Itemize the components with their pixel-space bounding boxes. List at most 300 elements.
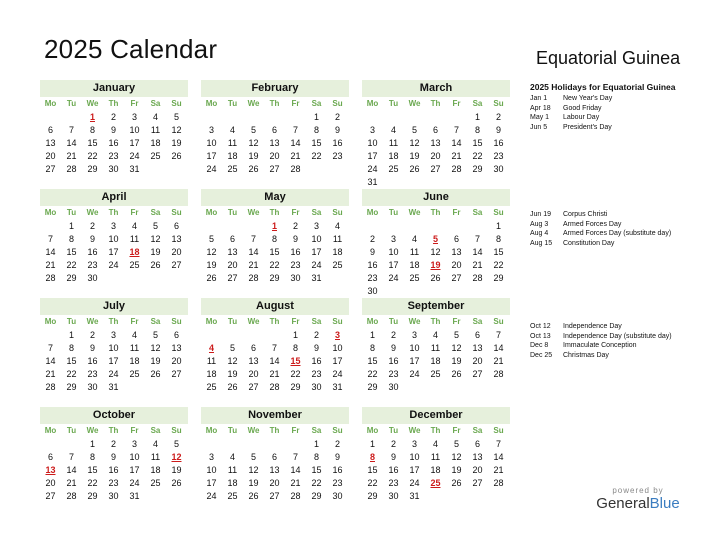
day-cell: 11 <box>129 343 140 353</box>
empty-cell <box>446 111 467 124</box>
day-cell: 5 <box>453 330 459 340</box>
page-title: 2025 Calendar <box>44 34 218 64</box>
day-cell: 12 <box>248 465 259 475</box>
day-cell: 23 <box>493 151 504 161</box>
day-cell: 12 <box>451 452 462 462</box>
day-cell: 16 <box>493 138 504 148</box>
holiday-date: Oct 12 <box>530 323 551 330</box>
day-cell: 15 <box>87 465 98 475</box>
holiday-name: Good Friday <box>563 104 602 112</box>
day-cell: 23 <box>332 478 343 488</box>
day-cell: 29 <box>269 273 280 283</box>
weekday-label: Sa <box>311 317 322 326</box>
month-june <box>362 189 510 298</box>
day-cell: 2 <box>89 221 95 231</box>
day-cell: 27 <box>451 273 462 283</box>
weekday-label: Th <box>108 426 119 435</box>
day-cell: 27 <box>171 260 182 270</box>
empty-cell <box>40 329 61 342</box>
day-cell: 18 <box>409 260 420 270</box>
day-cell: 27 <box>227 273 238 283</box>
empty-cell <box>243 220 264 233</box>
day-cell: 14 <box>45 356 56 366</box>
empty-cell <box>61 438 82 451</box>
day-cell: 17 <box>206 478 217 488</box>
holiday-name: Immaculate Conception <box>563 342 637 349</box>
day-cell: 26 <box>451 369 462 379</box>
day-cell: 15 <box>367 356 378 366</box>
day-cell: 27 <box>472 369 483 379</box>
month-title: January <box>40 80 188 97</box>
weekday-label: Su <box>493 99 504 108</box>
day-cell: 31 <box>367 177 378 187</box>
day-cell: 27 <box>45 491 56 501</box>
day-cell: 7 <box>292 452 298 462</box>
day-cell: 25 <box>409 273 420 283</box>
month-title: October <box>40 407 188 424</box>
day-cell: 28 <box>472 273 483 283</box>
holiday-day-cell: 5 <box>432 234 438 244</box>
day-cell: 30 <box>311 382 322 392</box>
weekday-label: Fr <box>452 317 461 326</box>
day-cell: 15 <box>367 465 378 475</box>
day-cell: 23 <box>332 151 343 161</box>
day-cell: 16 <box>290 247 301 257</box>
empty-cell <box>264 438 285 451</box>
holiday-date: Aug 15 <box>530 239 553 247</box>
day-cell: 19 <box>150 247 161 257</box>
day-cell: 11 <box>388 138 399 148</box>
day-cell: 21 <box>472 260 483 270</box>
day-cell: 22 <box>367 369 378 379</box>
empty-cell <box>285 111 306 124</box>
day-cell: 3 <box>110 221 116 231</box>
weekday-label: Mo <box>205 426 218 435</box>
weekday-label: Fr <box>452 208 461 217</box>
holiday-list-3 <box>530 322 700 360</box>
day-cell: 16 <box>388 465 399 475</box>
weekday-label: We <box>247 426 260 435</box>
day-cell: 26 <box>248 164 259 174</box>
day-cell: 30 <box>388 382 399 392</box>
weekday-label: Fr <box>130 208 139 217</box>
day-cell: 13 <box>472 452 483 462</box>
day-cell: 9 <box>110 452 116 462</box>
holiday-item <box>530 351 700 361</box>
weekday-label: Su <box>332 317 343 326</box>
day-cell: 1 <box>495 221 501 231</box>
weekday-label: We <box>86 317 99 326</box>
day-cell: 13 <box>171 343 182 353</box>
day-cell: 9 <box>495 125 501 135</box>
day-cell: 29 <box>472 164 483 174</box>
holiday-item <box>530 123 700 133</box>
day-cell: 24 <box>206 491 217 501</box>
weekday-label: Tu <box>66 208 77 217</box>
day-cell: 10 <box>108 234 119 244</box>
day-cell: 2 <box>390 439 396 449</box>
weekday-label: Th <box>430 99 441 108</box>
day-cell: 29 <box>367 491 378 501</box>
day-cell: 28 <box>451 164 462 174</box>
day-cell: 10 <box>129 452 140 462</box>
day-cell: 6 <box>432 125 438 135</box>
day-cell: 9 <box>334 452 340 462</box>
day-cell: 15 <box>87 138 98 148</box>
empty-cell <box>222 220 243 233</box>
day-cell: 24 <box>409 369 420 379</box>
day-cell: 9 <box>369 247 375 257</box>
day-cell: 2 <box>313 330 319 340</box>
day-cell: 23 <box>388 478 399 488</box>
day-cell: 9 <box>390 343 396 353</box>
day-cell: 27 <box>472 478 483 488</box>
day-cell: 16 <box>367 260 378 270</box>
day-cell: 1 <box>369 330 375 340</box>
weekday-label: We <box>408 99 421 108</box>
day-cell: 28 <box>248 273 259 283</box>
day-cell: 8 <box>313 452 319 462</box>
day-cell: 13 <box>430 138 441 148</box>
weekday-label: Sa <box>150 317 161 326</box>
month-may <box>201 189 349 285</box>
day-cell: 5 <box>152 330 158 340</box>
empty-cell <box>404 111 425 124</box>
day-cell: 20 <box>472 356 483 366</box>
day-cell: 7 <box>47 234 53 244</box>
empty-cell <box>383 111 404 124</box>
day-cell: 20 <box>171 356 182 366</box>
weekday-label: Mo <box>44 317 57 326</box>
day-cell: 17 <box>311 247 322 257</box>
day-cell: 11 <box>129 234 140 244</box>
empty-cell <box>222 438 243 451</box>
day-cell: 15 <box>66 247 77 257</box>
weekday-label: We <box>247 208 260 217</box>
empty-cell <box>61 111 82 124</box>
day-cell: 18 <box>430 465 441 475</box>
day-cell: 22 <box>66 369 77 379</box>
day-cell: 17 <box>409 356 420 366</box>
day-cell: 19 <box>409 151 420 161</box>
holiday-name: Independence Day <box>563 323 622 330</box>
day-cell: 19 <box>248 478 259 488</box>
day-cell: 26 <box>227 382 238 392</box>
day-cell: 24 <box>129 478 140 488</box>
day-cell: 13 <box>248 356 259 366</box>
day-cell: 7 <box>474 234 480 244</box>
day-cell: 2 <box>334 112 340 122</box>
weekday-label: Sa <box>150 99 161 108</box>
weekday-label: Sa <box>472 99 483 108</box>
month-october <box>40 407 188 503</box>
day-cell: 6 <box>271 125 277 135</box>
weekday-label: Fr <box>291 99 300 108</box>
day-cell: 20 <box>430 151 441 161</box>
day-cell: 22 <box>311 478 322 488</box>
day-cell: 6 <box>47 125 53 135</box>
day-cell: 11 <box>206 356 217 366</box>
day-cell: 5 <box>208 234 214 244</box>
holiday-day-cell: 4 <box>208 343 214 353</box>
weekday-label: Tu <box>388 99 399 108</box>
day-cell: 1 <box>292 330 298 340</box>
day-cell: 14 <box>66 138 77 148</box>
holiday-date: Aug 4 <box>530 230 549 237</box>
day-cell: 22 <box>311 151 322 161</box>
day-cell: 4 <box>411 234 417 244</box>
day-cell: 27 <box>269 491 280 501</box>
weekday-label: Sa <box>472 426 483 435</box>
day-cell: 22 <box>87 478 98 488</box>
day-cell: 18 <box>388 151 399 161</box>
weekday-label: Mo <box>44 426 57 435</box>
empty-cell <box>40 438 61 451</box>
holiday-date: May 1 <box>530 114 550 121</box>
day-cell: 18 <box>129 356 140 366</box>
day-cell: 15 <box>311 465 322 475</box>
empty-cell <box>264 329 285 342</box>
day-cell: 31 <box>311 273 322 283</box>
day-cell: 7 <box>453 125 459 135</box>
day-cell: 11 <box>430 452 441 462</box>
weekday-label: Tu <box>227 208 238 217</box>
month-title: March <box>362 80 510 97</box>
day-cell: 12 <box>430 247 441 257</box>
day-cell: 27 <box>269 164 280 174</box>
day-cell: 18 <box>150 138 161 148</box>
day-cell: 3 <box>411 330 417 340</box>
day-cell: 26 <box>430 273 441 283</box>
weekday-label: Tu <box>388 317 399 326</box>
weekday-label: Sa <box>472 317 483 326</box>
day-cell: 2 <box>292 221 298 231</box>
day-cell: 25 <box>150 478 161 488</box>
day-cell: 23 <box>108 151 119 161</box>
day-cell: 1 <box>68 330 74 340</box>
day-cell: 12 <box>206 247 217 257</box>
empty-cell <box>404 220 425 233</box>
day-cell: 12 <box>227 356 238 366</box>
day-cell: 7 <box>250 234 256 244</box>
day-cell: 12 <box>171 125 182 135</box>
day-cell: 17 <box>108 247 119 257</box>
weekday-label: Fr <box>130 426 139 435</box>
weekday-label: We <box>86 426 99 435</box>
day-cell: 12 <box>150 234 161 244</box>
weekday-label: We <box>408 317 421 326</box>
weekday-label: Tu <box>227 317 238 326</box>
day-cell: 9 <box>110 125 116 135</box>
day-cell: 31 <box>129 164 140 174</box>
day-cell: 31 <box>108 382 119 392</box>
brand-logo[interactable] <box>588 486 688 512</box>
day-cell: 28 <box>493 369 504 379</box>
holiday-day-cell: 8 <box>369 452 375 462</box>
day-cell: 25 <box>388 164 399 174</box>
weekday-label: Mo <box>205 99 218 108</box>
day-cell: 25 <box>227 491 238 501</box>
day-cell: 14 <box>493 343 504 353</box>
holidays-title: 2025 Holidays for Equatorial Guinea <box>530 82 676 92</box>
day-cell: 18 <box>227 478 238 488</box>
holiday-name: Christmas Day <box>563 351 609 359</box>
day-cell: 17 <box>108 356 119 366</box>
day-cell: 26 <box>248 491 259 501</box>
day-cell: 24 <box>311 260 322 270</box>
holiday-date: Aug 3 <box>530 220 549 228</box>
empty-cell <box>243 329 264 342</box>
day-cell: 30 <box>87 382 98 392</box>
day-cell: 22 <box>367 478 378 488</box>
day-cell: 14 <box>45 247 56 257</box>
weekday-label: Th <box>430 208 441 217</box>
weekday-label: Su <box>171 317 182 326</box>
day-cell: 12 <box>248 138 259 148</box>
empty-cell <box>201 438 222 451</box>
empty-cell <box>467 220 488 233</box>
weekday-label: Su <box>332 426 343 435</box>
day-cell: 13 <box>171 234 182 244</box>
weekday-label: Tu <box>388 426 399 435</box>
day-cell: 11 <box>227 465 238 475</box>
weekday-label: Th <box>108 99 119 108</box>
holiday-item <box>530 229 700 239</box>
weekday-label: Mo <box>205 317 218 326</box>
weekday-label: We <box>247 99 260 108</box>
holiday-item <box>530 239 700 249</box>
holiday-date: Jun 19 <box>530 211 552 218</box>
day-cell: 19 <box>248 151 259 161</box>
day-cell: 22 <box>290 369 301 379</box>
empty-cell <box>40 111 61 124</box>
weekday-label: Mo <box>44 99 57 108</box>
holiday-day-cell: 19 <box>430 260 441 270</box>
day-cell: 14 <box>493 452 504 462</box>
day-cell: 2 <box>110 112 116 122</box>
day-cell: 19 <box>206 260 217 270</box>
day-cell: 10 <box>206 138 217 148</box>
weekday-label: Fr <box>452 426 461 435</box>
day-cell: 10 <box>332 343 343 353</box>
day-cell: 5 <box>229 343 235 353</box>
day-cell: 20 <box>45 478 56 488</box>
day-cell: 9 <box>313 343 319 353</box>
day-cell: 4 <box>152 112 158 122</box>
month-title: August <box>201 298 349 315</box>
day-cell: 17 <box>388 260 399 270</box>
day-cell: 5 <box>411 125 417 135</box>
day-cell: 19 <box>227 369 238 379</box>
day-cell: 21 <box>493 356 504 366</box>
day-cell: 27 <box>430 164 441 174</box>
day-cell: 7 <box>68 125 74 135</box>
day-cell: 30 <box>87 273 98 283</box>
weekday-label: Su <box>332 99 343 108</box>
weekday-label: Sa <box>311 208 322 217</box>
country-name: Equatorial Guinea <box>536 48 681 68</box>
weekday-label: Th <box>430 426 441 435</box>
weekday-label: Th <box>269 426 280 435</box>
day-cell: 4 <box>131 221 137 231</box>
holiday-day-cell: 1 <box>89 112 95 122</box>
day-cell: 10 <box>129 125 140 135</box>
day-cell: 22 <box>87 151 98 161</box>
weekday-label: Th <box>108 208 119 217</box>
day-cell: 8 <box>89 125 95 135</box>
holiday-item <box>530 322 700 332</box>
day-cell: 24 <box>332 369 343 379</box>
empty-cell <box>201 111 222 124</box>
day-cell: 25 <box>129 260 140 270</box>
day-cell: 7 <box>68 452 74 462</box>
empty-cell <box>201 329 222 342</box>
day-cell: 7 <box>47 343 53 353</box>
day-cell: 8 <box>271 234 277 244</box>
day-cell: 8 <box>369 343 375 353</box>
day-cell: 19 <box>451 465 462 475</box>
empty-cell <box>285 438 306 451</box>
day-cell: 6 <box>229 234 235 244</box>
day-cell: 29 <box>493 273 504 283</box>
weekday-label: Th <box>108 317 119 326</box>
day-cell: 8 <box>68 343 74 353</box>
day-cell: 14 <box>451 138 462 148</box>
weekday-label: Mo <box>366 317 379 326</box>
day-cell: 26 <box>409 164 420 174</box>
day-cell: 10 <box>409 343 420 353</box>
day-cell: 10 <box>367 138 378 148</box>
day-cell: 5 <box>173 439 179 449</box>
weekday-label: Fr <box>291 208 300 217</box>
day-cell: 20 <box>269 151 280 161</box>
day-cell: 10 <box>108 343 119 353</box>
empty-cell <box>243 111 264 124</box>
day-cell: 4 <box>432 330 438 340</box>
day-cell: 20 <box>451 260 462 270</box>
day-cell: 28 <box>493 478 504 488</box>
day-cell: 29 <box>66 382 77 392</box>
day-cell: 31 <box>129 491 140 501</box>
day-cell: 26 <box>171 151 182 161</box>
day-cell: 3 <box>110 330 116 340</box>
day-cell: 29 <box>66 273 77 283</box>
holiday-name: Armed Forces Day (substitute day) <box>563 230 672 237</box>
day-cell: 30 <box>388 491 399 501</box>
day-cell: 17 <box>129 138 140 148</box>
day-cell: 2 <box>369 234 375 244</box>
weekday-label: Su <box>171 99 182 108</box>
day-cell: 27 <box>248 382 259 392</box>
day-cell: 8 <box>313 125 319 135</box>
day-cell: 21 <box>290 151 301 161</box>
day-cell: 3 <box>313 221 319 231</box>
day-cell: 14 <box>290 465 301 475</box>
day-cell: 28 <box>269 382 280 392</box>
day-cell: 14 <box>269 356 280 366</box>
day-cell: 1 <box>313 112 319 122</box>
day-cell: 1 <box>89 439 95 449</box>
weekday-label: We <box>408 426 421 435</box>
day-cell: 18 <box>430 356 441 366</box>
holiday-list-2 <box>530 210 700 248</box>
day-cell: 29 <box>290 382 301 392</box>
month-title: April <box>40 189 188 206</box>
weekday-label: Fr <box>130 99 139 108</box>
day-cell: 25 <box>227 164 238 174</box>
weekday-label: Tu <box>227 99 238 108</box>
day-cell: 20 <box>472 465 483 475</box>
